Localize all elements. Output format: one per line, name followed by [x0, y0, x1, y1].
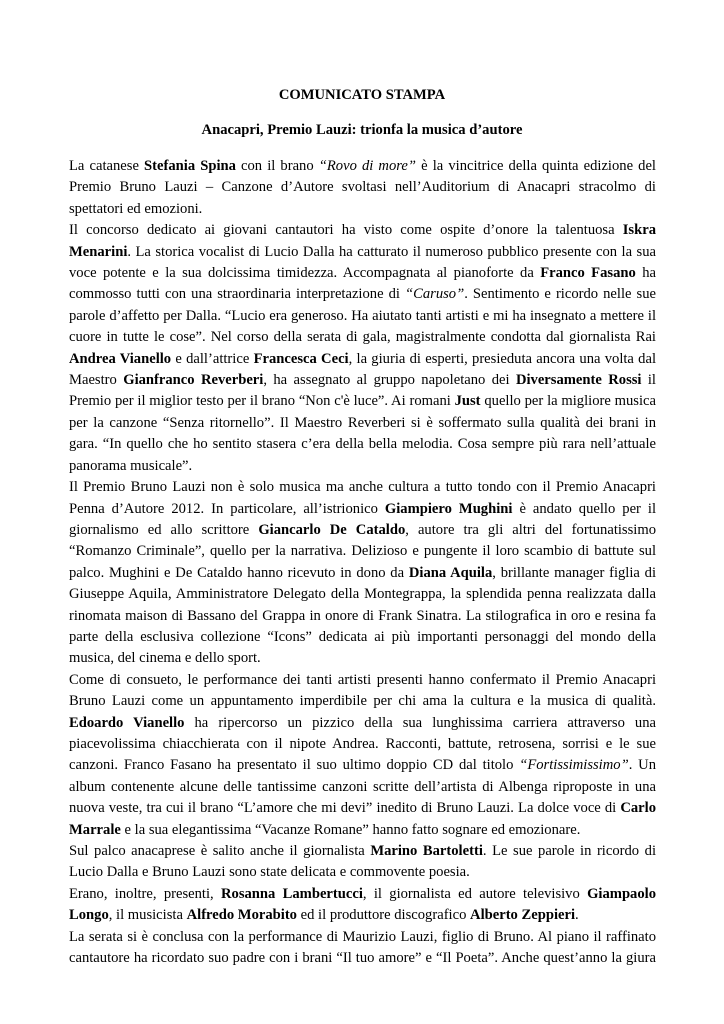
bold-name: Giampaolo Longo	[69, 885, 656, 924]
text-run: Erano, inoltre, presenti,	[69, 885, 221, 902]
bold-name: Alfredo Morabito	[186, 907, 297, 924]
bold-name: Andrea Vianello	[69, 350, 172, 367]
text-run: Il concorso dedicato ai giovani cantautori ha visto come ospite d’onore la talentuosa	[69, 222, 623, 239]
text-run: ha commosso tutti con una straordinaria interpretazione di	[69, 265, 656, 303]
text-run: , brillante manager figlia di Giuseppe Aquila, Amministratore Delegato della Montegrappa, la splendida penna realizzata dalla rinomata maison di Bassano del Grappa in onore di Frank Sinatra. La stilografica in oro e resina fa parte della esclusiva collezione “Icons” dedicata ai più importanti personaggi del mondo della musica, del cinema e dello sport.	[69, 564, 657, 667]
text-run: . La storica vocalist di Lucio Dalla ha catturato il numeroso pubblico presente con la sua voce potente e la sua dolcissima timidezza. Accompagnata al pianoforte da	[69, 243, 656, 282]
text-run: Sul palco anacaprese è salito anche il giornalista	[69, 843, 371, 859]
bold-name: Franco Fasano	[540, 265, 636, 282]
text-run: La serata si è conclusa con la performance di Maurizio Lauzi, figlio di Bruno. Al piano il raffinato cantautore ha ricordato suo padre con i brani “Il tuo amore” e “Il Poeta”. Anche quest’anno la giura	[69, 928, 656, 967]
paragraph	[69, 841, 656, 884]
text-run: il Premio per il miglior testo per il brano “Non c'è luce”. Ai romani	[69, 372, 656, 410]
paragraph	[69, 477, 656, 670]
paragraph	[69, 156, 656, 220]
bold-name: Rosanna Lambertucci	[221, 885, 363, 902]
paragraph	[69, 927, 656, 970]
bold-name: Iskra Menarini	[69, 222, 656, 260]
bold-name: Diversamente Rossi	[515, 372, 642, 389]
bold-name: Edoardo Vianello	[69, 714, 185, 731]
bold-name: Diana Aquila	[408, 564, 493, 581]
bold-name: Gianfranco Reverberi	[123, 372, 264, 389]
document-subtitle: Anacapri, Premio Lauzi: trionfa la musica d’autore	[201, 122, 523, 138]
text-run: con il brano	[235, 158, 319, 174]
bold-name: Stefania Spina	[144, 158, 236, 174]
text-run: . Le sue parole in ricordo di Lucio Dalla e Bruno Lauzi sono state delicata e commovente poesia.	[69, 843, 656, 881]
text-run: La catanese	[69, 158, 145, 174]
paragraph	[69, 670, 656, 841]
text-run: .	[575, 907, 579, 924]
bold-name: Giancarlo De Cataldo	[258, 521, 406, 538]
text-run: e la sua elegantissima “Vacanze Romane” hanno fatto sognare ed emozionare.	[120, 821, 581, 838]
paragraph	[69, 884, 656, 927]
text-run: quello per la migliore musica per la canzone “Senza ritornello”. Il Maestro Reverberi si è soffermato sulla qualità dei brani in gara. “In quello che ho sentito stasera c’era della bella melodia. Cosa sempre più rara nell’attuale panorama musicale”.	[69, 393, 656, 474]
text-run: . Un album contenente alcune delle tantissime canzoni scritte dell’artista di Albenga riproposte in una nuova veste, tra cui il brano “L’amore che mi devi” inedito di Bruno Lauzi. La dolce voce di	[69, 757, 656, 817]
italic-title: “Rovo di more”	[318, 158, 417, 174]
text-run: Come di consueto, le performance dei tanti artisti presenti hanno confermato il Premio Anacapri Bruno Lauzi come un appuntamento imperdibile per chi ama la cultura e la musica di qualità.	[69, 671, 656, 710]
bold-name: Just	[454, 393, 481, 410]
paragraph	[69, 220, 656, 477]
bold-name: Giampiero Mughini	[384, 500, 513, 517]
bold-name: Alberto Zeppieri	[470, 907, 576, 924]
text-run: ed il produttore discografico	[296, 907, 471, 924]
text-run: , il musicista	[108, 907, 187, 924]
italic-title: “Fortissimissimo”	[519, 757, 629, 774]
text-run: , il giornalista ed autore televisivo	[362, 885, 588, 902]
text-run: , la giuria di esperti, presieduta ancora una volta dal Maestro	[69, 350, 656, 389]
text-run: ha ripercorso un pizzico della sua lunghissima carriera attraverso una piacevolissima chiacchierata con il nipote Andrea. Racconti, battute, retrosena, sorrisi e le sue canzoni. Franco Fasano ha presentato il suo ultimo doppio CD dal titolo	[69, 714, 656, 774]
text-run: . Sentimento e ricordo nelle sue parole d’affetto per Dalla. “Lucio era generoso. Ha aiutato tanti artisti e mi ha insegnato a mettere il cuore in tutte le cose”. Nel corso della serata di gala, magistralmente condotta dal giornalista Rai	[69, 286, 656, 346]
text-run: Il Premio Bruno Lauzi non è solo musica ma anche cultura a tutto tondo con il Premio Anacapri Penna d’Autore 2012. In particolare, all’istrionico	[69, 479, 656, 517]
text-run: , autore tra gli altri del fortunatissimo “Romanzo Criminale”, quello per la narrativa. Delizioso e pungente il loro scambio di battute sul palco. Mughini e De Cataldo hanno ricevuto in dono da	[69, 521, 656, 581]
text-run: è andato quello per il giornalismo ed allo scrittore	[69, 500, 657, 538]
body-text	[69, 156, 656, 969]
text-run: e dall’attrice	[171, 350, 254, 367]
italic-title: “Caruso”	[405, 286, 465, 303]
bold-name: Marino Bartoletti	[370, 843, 483, 859]
text-run: , ha assegnato al gruppo napoletano dei	[263, 372, 516, 389]
bold-name: Carlo Marrale	[69, 800, 656, 838]
press-release-heading: COMUNICATO STAMPA	[278, 87, 446, 103]
text-run: è la vincitrice della quinta edizione del Premio Bruno Lauzi – Canzone d’Autore svoltasi nell’Auditorium di Anacapri stracolmo di spettatori ed emozioni.	[69, 158, 656, 217]
bold-name: Francesca Ceci	[253, 350, 349, 367]
